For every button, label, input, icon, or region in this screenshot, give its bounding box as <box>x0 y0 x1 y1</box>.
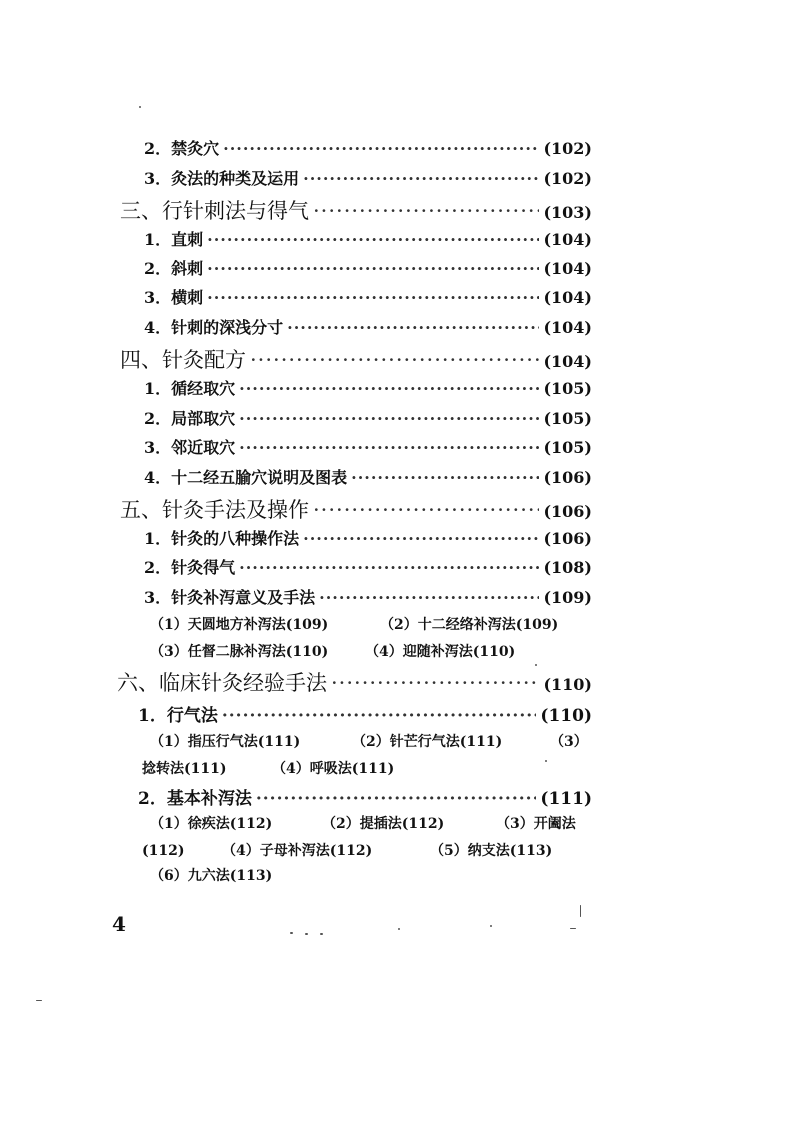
toc-item: （3）任督二脉补泻法(110) <box>150 644 329 660</box>
toc-item: （1）指压行气法(111) <box>150 734 301 750</box>
toc-entry-page: (102) <box>543 139 592 158</box>
toc-entry-label: 3．横刺 <box>144 288 204 307</box>
dot-leader <box>303 169 539 188</box>
toc-item: （4）呼吸法(111) <box>272 761 395 777</box>
toc-section <box>120 344 592 374</box>
dot-leader <box>250 348 539 372</box>
toc-item-row <box>150 731 588 751</box>
toc-entry-label: 2．斜刺 <box>144 259 204 278</box>
toc-section-label: 四、针灸配方 <box>120 348 246 372</box>
toc-section-page: (110) <box>543 675 592 694</box>
toc-entry <box>144 465 592 488</box>
toc-item-row <box>150 641 515 661</box>
speck <box>545 760 547 762</box>
dot-leader <box>239 558 539 577</box>
toc-entry <box>144 585 592 608</box>
toc-entry-label: 1．直刺 <box>144 230 204 249</box>
toc-section-label: 六、临床针灸经验手法 <box>117 671 327 695</box>
toc-entry <box>144 555 592 578</box>
speck <box>305 933 308 935</box>
toc-entry <box>144 406 592 429</box>
toc-section-page: (104) <box>543 352 592 371</box>
toc-entry-label: 1．针灸的八种操作法 <box>144 529 300 548</box>
toc-item-row <box>150 865 272 885</box>
toc-entry-page: (105) <box>543 379 592 398</box>
toc-entry <box>144 227 592 250</box>
toc-entry-label: 3．针灸补泻意义及手法 <box>144 588 316 607</box>
toc-entry-page: (109) <box>543 588 592 607</box>
speck <box>398 928 400 930</box>
toc-entry-label: 3．邻近取穴 <box>144 438 236 457</box>
toc-item: （5）纳支法(113) <box>430 843 553 859</box>
toc-item-row <box>150 813 576 833</box>
speck <box>320 933 323 935</box>
toc-entry-page: (111) <box>540 789 592 809</box>
toc-entry <box>138 784 592 809</box>
toc-section-label: 三、行针刺法与得气 <box>120 199 309 223</box>
dot-leader <box>222 706 537 726</box>
dot-leader <box>239 409 539 428</box>
toc-entry-page: (106) <box>543 529 592 548</box>
toc-entry-page: (104) <box>543 288 592 307</box>
toc-entry-page: (110) <box>540 706 592 726</box>
dot-leader <box>351 468 539 487</box>
page-number: 4 <box>112 912 126 936</box>
toc-entry-page: (104) <box>543 230 592 249</box>
toc-entry <box>144 256 592 279</box>
dot-leader <box>287 318 539 337</box>
dot-leader <box>223 139 539 158</box>
toc-entry-label: 4．十二经五腧穴说明及图表 <box>144 468 348 487</box>
toc-entry <box>144 166 592 189</box>
toc-item-row <box>142 840 552 860</box>
toc-item: (112) <box>142 843 185 859</box>
toc-item: （6）九六法(113) <box>150 868 273 884</box>
toc-entry-label: 2．针灸得气 <box>144 558 236 577</box>
dot-leader <box>313 199 539 223</box>
toc-item: （3） <box>550 734 588 750</box>
toc-entry-label: 2．局部取穴 <box>144 409 236 428</box>
toc-section-label: 五、针灸手法及操作 <box>120 498 309 522</box>
toc-item: （3）开阖法 <box>496 816 576 832</box>
dot-leader <box>239 379 539 398</box>
toc-section <box>117 667 592 697</box>
speck <box>36 1000 42 1001</box>
toc-entry-page: (108) <box>543 558 592 577</box>
speck <box>535 664 537 666</box>
toc-entry <box>144 376 592 399</box>
dot-leader <box>331 671 539 695</box>
speck <box>570 928 576 929</box>
toc-section <box>120 195 592 225</box>
dot-leader <box>239 438 539 457</box>
toc-entry <box>138 701 592 726</box>
toc-entry-label: 4．针刺的深浅分寸 <box>144 318 284 337</box>
toc-item: 捻转法(111) <box>142 761 227 777</box>
toc-entry-page: (104) <box>543 318 592 337</box>
speck <box>139 106 141 108</box>
toc-entry-page: (106) <box>543 468 592 487</box>
dot-leader <box>207 259 539 278</box>
dot-leader <box>319 588 539 607</box>
toc-entry-label: 2．基本补泻法 <box>138 789 252 809</box>
toc-item: （1）天圆地方补泻法(109) <box>150 617 329 633</box>
toc-entry <box>144 136 592 159</box>
toc-section-page: (106) <box>543 502 592 521</box>
dot-leader <box>313 498 539 522</box>
speck <box>490 925 492 927</box>
toc-entry-page: (102) <box>543 169 592 188</box>
toc-entry-page: (105) <box>543 409 592 428</box>
dot-leader <box>256 789 537 809</box>
dot-leader <box>207 288 539 307</box>
toc-entry-label: 2．禁灸穴 <box>144 139 220 158</box>
toc-entry <box>144 526 592 549</box>
toc-entry-page: (104) <box>543 259 592 278</box>
toc-section <box>120 494 592 524</box>
toc-entry-label: 3．灸法的种类及运用 <box>144 169 300 188</box>
toc-item: （1）徐疾法(112) <box>150 816 273 832</box>
toc-item: （2）针芒行气法(111) <box>352 734 503 750</box>
toc-item: （4）子母补泻法(112) <box>222 843 373 859</box>
toc-entry-page: (105) <box>543 438 592 457</box>
dot-leader <box>207 230 539 249</box>
toc-item: （2）提插法(112) <box>322 816 445 832</box>
toc-entry <box>144 435 592 458</box>
speck <box>580 905 581 917</box>
toc-section-page: (103) <box>543 203 592 222</box>
toc-item-row <box>142 758 394 778</box>
toc-item: （2）十二经络补泻法(109) <box>380 617 559 633</box>
toc-entry-label: 1．行气法 <box>138 706 218 726</box>
toc-entry <box>144 285 592 308</box>
toc-item: （4）迎随补泻法(110) <box>365 644 516 660</box>
toc-entry <box>144 315 592 338</box>
toc-entry-label: 1．循经取穴 <box>144 379 236 398</box>
dot-leader <box>303 529 539 548</box>
speck <box>290 932 293 934</box>
toc-item-row <box>150 614 558 634</box>
